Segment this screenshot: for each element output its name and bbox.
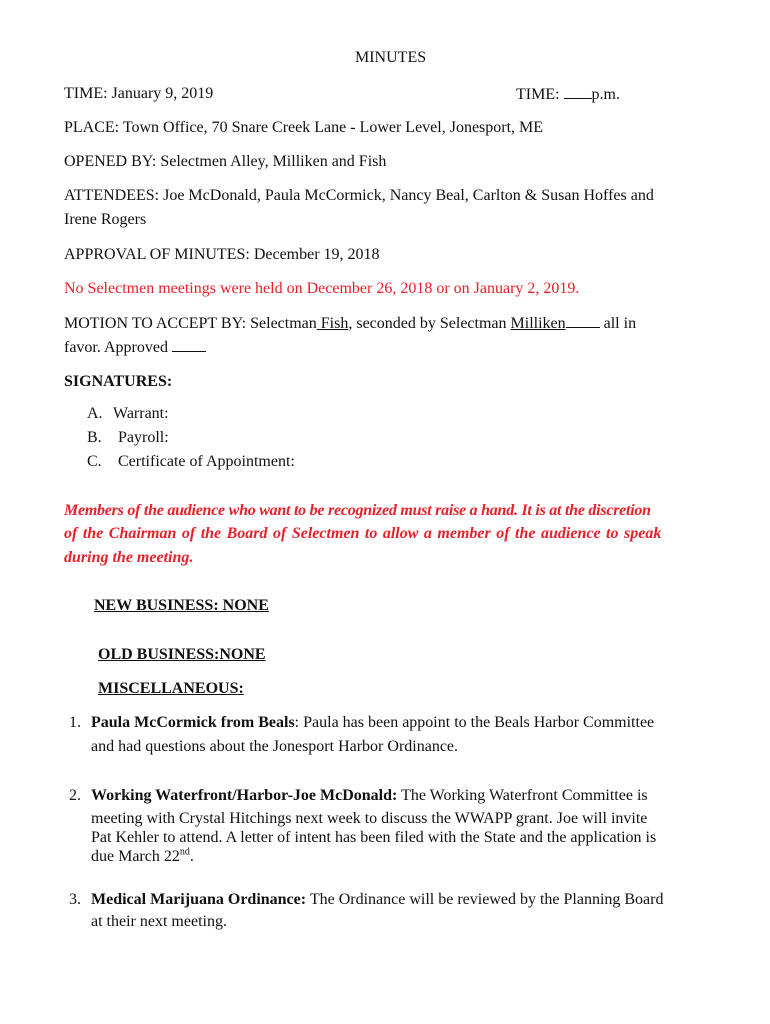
meeting-time-label: TIME: [516,86,564,103]
signature-marker: A. [87,405,103,422]
item-text-last [91,847,194,867]
item-text: and had questions about the Jonesport Harbor Ordinance. [91,738,459,755]
signature-label: Certificate of Appointment: [118,453,295,470]
motion-prefix: MOTION TO ACCEPT BY: Selectman [64,315,317,332]
item-text: at their next meeting. [91,913,227,930]
motion-line-2 [64,337,206,358]
meeting-time [516,84,620,105]
audience-note-line-2: of the Chairman of the Board of Selectmen to allow a member of the audience to speak [64,525,662,542]
item-separator: : [294,714,304,731]
ordinal-suffix: nd [179,846,190,858]
approved-label: favor. Approved [64,339,172,356]
signature-label: Warrant: [113,405,169,422]
audience-note-line-3: during the meeting. [64,549,194,566]
document-title: MINUTES [355,49,427,66]
item-title: Paula McCormick from Beals [91,714,295,731]
meeting-time-suffix: p.m. [591,86,620,103]
list-item-number: 1. [69,714,81,731]
item-text: The Working Waterfront Committee is [401,787,648,804]
approved-blank [172,337,206,352]
seconder-blank [566,313,600,328]
item-title: Working Waterfront/Harbor-Joe McDonald: [91,787,398,804]
motion-suffix: all in [599,315,637,332]
new-business: NEW BUSINESS: NONE [94,597,269,614]
list-item-number: 3. [69,891,81,908]
meeting-date: TIME: January 9, 2019 [64,85,214,102]
motion-middle: , seconded by Selectman [348,315,511,332]
signature-marker: C. [87,453,102,470]
time-blank [564,84,592,99]
motion-line-1 [64,313,636,334]
no-meetings-notice: No Selectmen meetings were held on December 26, 2018 or on January 2, 2019. [64,280,580,297]
signatures-heading: SIGNATURES: [64,373,173,390]
item-text: The Ordinance will be reviewed by the Planning Board [309,891,664,908]
approval-of-minutes: APPROVAL OF MINUTES: December 19, 2018 [64,246,380,263]
meeting-place: PLACE: Town Office, 70 Snare Creek Lane - Lower Level, Jonesport, ME [64,119,544,136]
signature-item [87,404,169,424]
item-text: Paula has been appoint to the Beals Harbor Committee [303,714,655,731]
attendees-line-1: ATTENDEES: Joe McDonald, Paula McCormick, Nancy Beal, Carlton & Susan Hoffes and [64,187,654,204]
opened-by: OPENED BY: Selectmen Alley, Milliken and Fish [64,153,387,170]
item-text: Pat Kehler to attend. A letter of intent has been filed with the State and the application is [91,829,657,846]
old-business: OLD BUSINESS:NONE [98,646,266,663]
list-item [91,786,648,806]
signature-item [87,428,169,448]
attendees-line-2: Irene Rogers [64,211,147,228]
motion-mover: Fish [316,315,349,332]
audience-note-line-1: Members of the audience who want to be recognized must raise a hand. It is at the discretion [64,502,651,519]
motion-seconder: Milliken [510,315,566,332]
signature-marker: B. [87,429,102,446]
miscellaneous-heading: MISCELLANEOUS: [98,680,244,697]
signature-item [87,452,295,472]
item-text: due March 22 [91,848,180,865]
list-item [91,713,654,733]
list-item-number: 2. [69,787,81,804]
item-text-end: . [189,848,194,865]
list-item [91,890,663,910]
signature-label: Payroll: [118,429,169,446]
item-title: Medical Marijuana Ordinance: [91,891,307,908]
item-text: meeting with Crystal Hitchings next week to discuss the WWAPP grant. Joe will invite [91,810,648,827]
